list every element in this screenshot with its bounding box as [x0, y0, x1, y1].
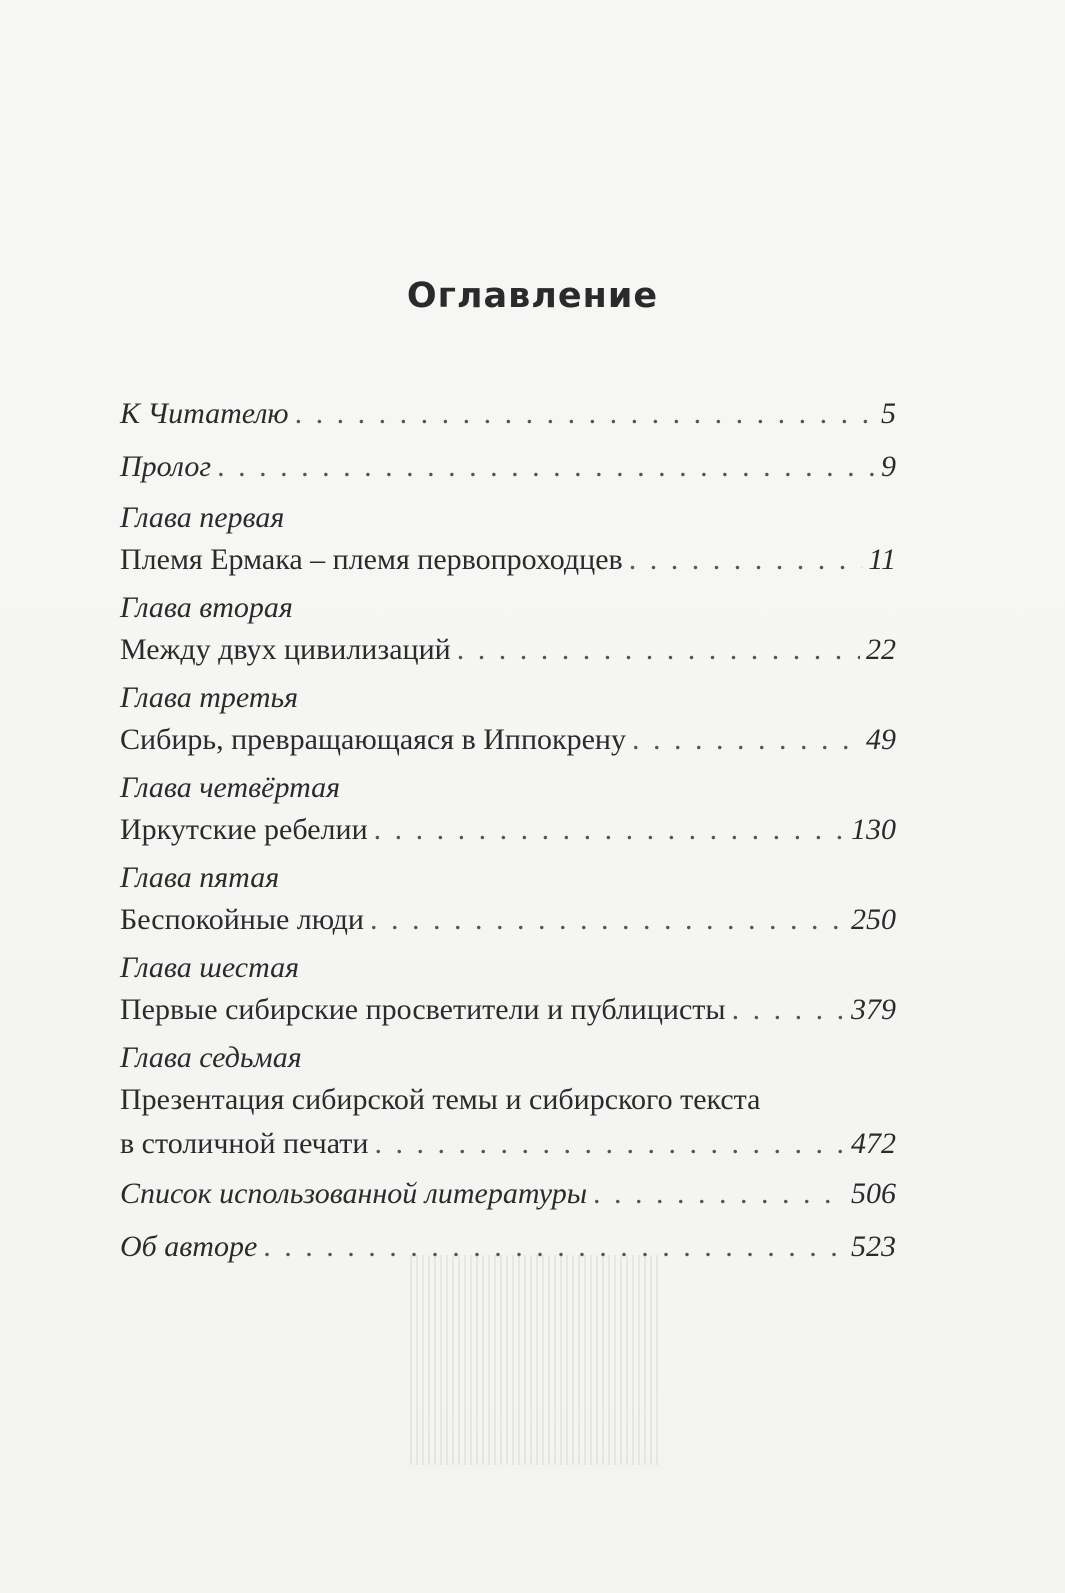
- leader-dots: [632, 718, 860, 762]
- entry-title: Пролог: [120, 450, 212, 483]
- toc-entry-chapter-7[interactable]: [120, 1038, 896, 1166]
- leader-dots: [217, 445, 875, 489]
- chapter-label: Глава шестая: [120, 951, 300, 984]
- page-number: 11: [868, 543, 896, 576]
- leader-dots: [295, 392, 875, 436]
- leader-dots: [593, 1172, 845, 1216]
- entry-title-line-2: в столичной печати: [120, 1127, 369, 1160]
- toc-entry-chapter-3[interactable]: [120, 678, 896, 762]
- page-number: 472: [851, 1127, 896, 1160]
- chapter-label: Глава пятая: [120, 861, 280, 894]
- leader-dots: [374, 1122, 845, 1166]
- toc-entry-chapter-1[interactable]: [120, 498, 896, 582]
- page-number: 49: [866, 723, 896, 756]
- leader-dots: [374, 808, 845, 852]
- entry-title-line-1: Презентация сибирской темы и сибирского текста: [120, 1083, 761, 1116]
- entry-title: Об авторе: [120, 1230, 258, 1263]
- chapter-label: Глава вторая: [120, 591, 293, 624]
- toc-heading: Оглавление: [406, 276, 659, 316]
- chapter-label: Глава первая: [120, 501, 285, 534]
- chapter-label: Глава четвёртая: [120, 771, 341, 804]
- page-number: 22: [866, 633, 896, 666]
- entry-title: Беспокойные люди: [120, 903, 364, 936]
- page-number: 5: [881, 397, 896, 430]
- leader-dots: [732, 988, 845, 1032]
- toc-entry-about-author[interactable]: [120, 1225, 896, 1269]
- show-through-barcode: [410, 1255, 660, 1465]
- leader-dots: [370, 898, 845, 942]
- page-number: 506: [851, 1177, 896, 1210]
- leader-dots: [457, 628, 860, 672]
- entry-title: Список использованной литературы: [120, 1177, 588, 1210]
- chapter-label: Глава третья: [120, 681, 299, 714]
- toc-entry-chapter-5[interactable]: [120, 858, 896, 942]
- entry-title: Сибирь, превращающаяся в Иппокрену: [120, 723, 626, 756]
- toc-entry-chapter-2[interactable]: [120, 588, 896, 672]
- toc-entry-chapter-4[interactable]: [120, 768, 896, 852]
- page-number: 379: [851, 993, 896, 1026]
- entry-title: К Читателю: [120, 397, 289, 430]
- toc-entry-bibliography[interactable]: [120, 1172, 896, 1216]
- page-number: 250: [851, 903, 896, 936]
- entry-title: Первые сибирские просветители и публицисты: [120, 993, 726, 1026]
- toc-entry-prologue[interactable]: [120, 445, 896, 489]
- entry-title: Племя Ермака – племя первопроходцев: [120, 543, 623, 576]
- entry-title: Иркутские ребелии: [120, 813, 368, 846]
- toc-entry-to-reader[interactable]: [120, 392, 896, 436]
- page-number: 130: [851, 813, 896, 846]
- entry-title: Между двух цивилизаций: [120, 633, 451, 666]
- page-number: 523: [851, 1230, 896, 1263]
- page-number: 9: [881, 450, 896, 483]
- table-of-contents: [120, 392, 896, 1278]
- leader-dots: [629, 538, 863, 582]
- leader-dots: [263, 1225, 845, 1269]
- toc-entry-chapter-6[interactable]: [120, 948, 896, 1032]
- chapter-label: Глава седьмая: [120, 1041, 302, 1074]
